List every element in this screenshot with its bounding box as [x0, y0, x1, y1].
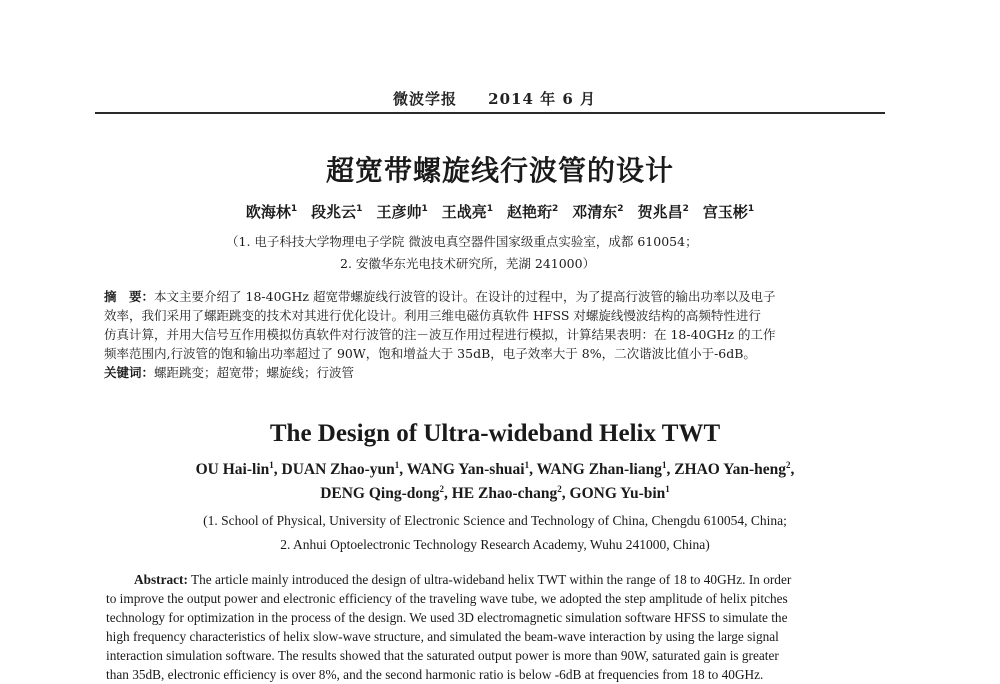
author-name: OU Hai-lin	[195, 461, 270, 478]
chinese-abstract-line: 频率范围内,行波管的饱和输出功率超过了 90W，饱和增益大于 35dB，电子效率大于 8%，二次谐波比值小于-6dB。	[104, 346, 756, 361]
author-name: 贺兆昌	[637, 203, 683, 221]
author-name: 赵艳珩	[507, 203, 553, 221]
chinese-abstract-line: 仿真计算，并用大信号互作用模拟仿真软件对行波管的注－波互作用过程进行模拟，计算结果表明：在 18-40GHz 的工作	[104, 327, 776, 342]
author-name: ZHAO Yan-heng	[674, 461, 787, 478]
chinese-affiliation-1: （1. 电子科技大学物理电子学院 微波电真空器件国家级重点实验室，成都 610054；	[226, 234, 698, 249]
author-affiliation-mark: 1	[747, 204, 755, 214]
author-affiliation-mark: 1	[486, 204, 493, 214]
english-authors-line-1: OU Hai-lin$^1$, DUAN Zhao-yun$^1$, WANG Yan-shuai$^1$, WANG Zhan-liang$^1$, ZHAO Yan-heng$^2$,	[195, 459, 795, 478]
chinese-abstract	[104, 287, 886, 382]
chinese-abstract-line: 效率，我们采用了螺距跳变的技术对其进行优化设计。利用三维电磁仿真软件 HFSS 对螺旋线慢波结构的高频特性进行	[104, 308, 761, 323]
journal-name: 微波学报	[393, 90, 458, 108]
author-affiliation-mark: 2	[682, 204, 689, 214]
author-name: WANG Yan-shuai	[406, 461, 525, 478]
author-affiliation-mark: 1	[665, 483, 670, 494]
english-authors-line-2: DENG Qing-dong$^2$, HE Zhao-chang$^2$, GONG Yu-bin$^1$	[320, 483, 670, 502]
author-name: DUAN Zhao-yun	[281, 461, 395, 478]
english-abstract-line: than 35dB, electronic efficiency is over 8%, and the second harmonic ratio is below -6dB at frequencies from 18 to 40GHz.	[106, 667, 764, 682]
chinese-abstract-line: 本文主要介绍了 18-40GHz 超宽带螺旋线行波管的设计。在设计的过程中，为了提高行波管的输出功率以及电子	[154, 289, 776, 304]
author-affiliation-mark: 1	[394, 459, 400, 470]
chinese-affiliation-2: 2. 安徽华东光电技术研究所，芜湖 241000）	[340, 256, 596, 271]
running-head	[393, 88, 596, 109]
keywords-value: 螺距跳变；超宽带；螺旋线；行波管	[154, 365, 355, 380]
author-affiliation-mark: 1	[356, 204, 363, 214]
english-abstract-label: Abstract:	[134, 572, 188, 587]
chinese-title: 超宽带螺旋线行波管的设计	[325, 154, 674, 187]
author-name: 王彦帅	[376, 203, 422, 221]
author-affiliation-mark: 1	[269, 459, 274, 470]
author-name: WANG Zhan-liang	[536, 461, 662, 478]
author-affiliation-mark: 1	[661, 459, 667, 470]
author-name: 欧海林	[245, 203, 291, 221]
author-affiliation-mark: 1	[421, 204, 428, 214]
author-affiliation-mark: 1	[524, 459, 530, 470]
author-affiliation-mark: 2	[552, 204, 559, 214]
english-abstract-line: high frequency characteristics of helix slow-wave structure, and simulated the beam-wave interaction by using the large signal	[106, 629, 779, 644]
chinese-abstract-label: 摘 要：	[104, 289, 155, 304]
keywords-label: 关键词：	[104, 365, 155, 380]
author-affiliation-mark: 2	[617, 204, 624, 214]
chinese-keywords	[104, 363, 886, 382]
english-abstract-line: The article mainly introduced the design of ultra-wideband helix TWT within the range of 18 to 40GHz. In order	[191, 572, 792, 587]
author-name: 段兆云	[311, 203, 357, 221]
author-name: DENG Qing-dong	[320, 485, 440, 502]
chinese-authors	[0, 201, 1000, 222]
english-abstract	[106, 570, 888, 684]
header-rule	[95, 112, 885, 114]
author-name: GONG Yu-bin	[569, 485, 666, 502]
issue-date: 2014 年 6 月	[488, 90, 596, 108]
author-name: HE Zhao-chang	[451, 485, 558, 502]
english-abstract-line: interaction simulation software. The results showed that the saturated output power is more than 90W, saturated gain is greater	[106, 648, 779, 663]
author-name: 邓清东	[572, 203, 618, 221]
english-abstract-line: technology for optimization in the process of the design. We used 3D electromagnetic simulation software HFSS to simulate the	[106, 610, 788, 625]
author-affiliation-mark: 1	[290, 204, 298, 214]
author-name: 宫玉彬	[702, 203, 748, 221]
english-affiliation-1: (1. School of Physical, University of Electronic Science and Technology of China, Chengdu 610054, China;	[203, 513, 787, 528]
author-affiliation-mark: 2	[557, 483, 562, 494]
author-affiliation-mark: 2	[439, 483, 444, 494]
author-name: 王战亮	[441, 203, 487, 221]
english-abstract-line: to improve the output power and electronic efficiency of the traveling wave tube, we adopted the step amplitude of helix pitches	[106, 591, 788, 606]
english-title: The Design of Ultra-wideband Helix TWT	[269, 420, 721, 447]
author-affiliation-mark: 2	[786, 459, 791, 470]
english-affiliation-2: 2. Anhui Optoelectronic Technology Research Academy, Wuhu 241000, China)	[280, 537, 710, 552]
